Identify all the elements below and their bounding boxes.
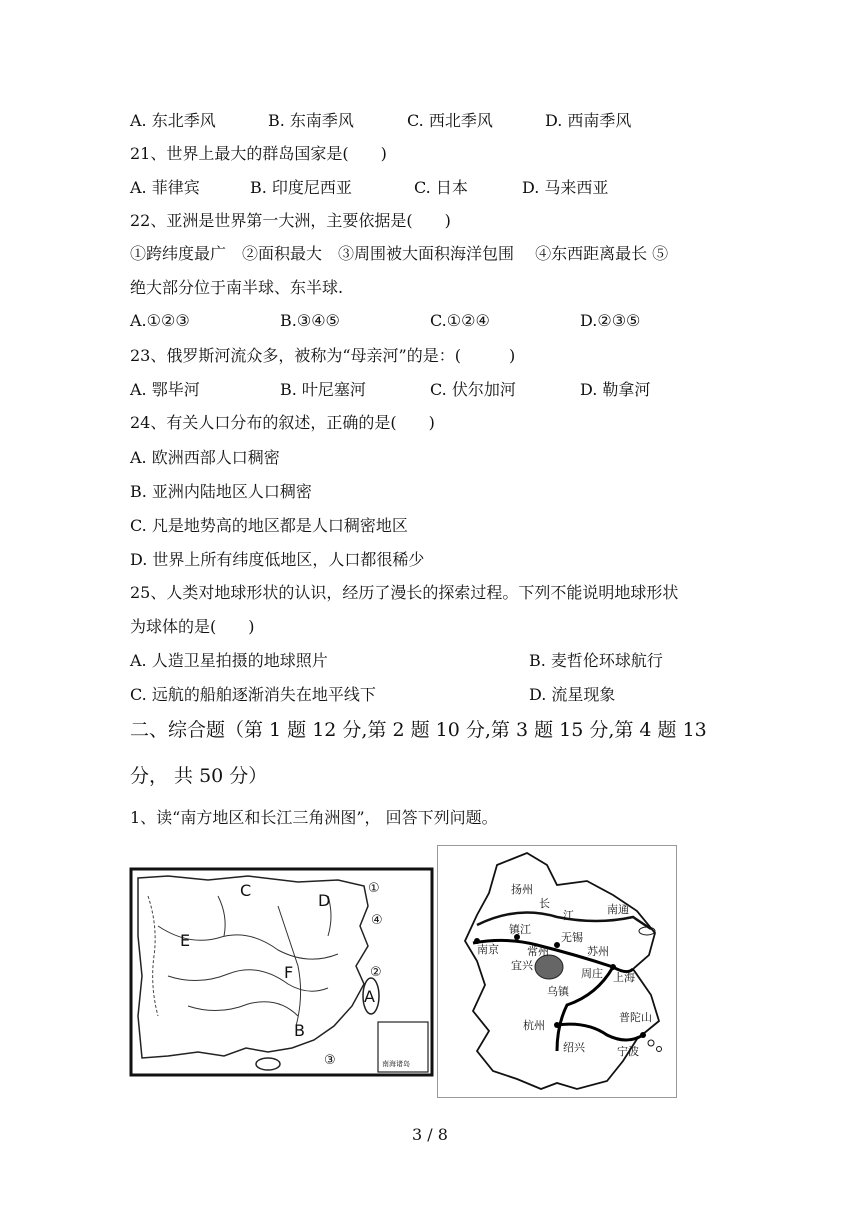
q23-option-b: B. 叶尼塞河 (280, 380, 366, 399)
q22-option-a: A.①②③ (130, 311, 190, 330)
q23-option-a: A. 鄂毕河 (130, 380, 200, 399)
q20-option-b: B. 东南季风 (268, 111, 354, 130)
q21-option-b: B. 印度尼西亚 (250, 178, 352, 197)
inset-label: 南海诸岛 (382, 1060, 410, 1068)
q22-option-b: B.③④⑤ (280, 311, 340, 330)
city-changzhou: 常州 (527, 945, 549, 958)
q22-statement-line1: ①跨纬度最广 ②面积最大 ③周围被大面积海洋包围 ④东西距离最长 ⑤ (130, 244, 669, 263)
q22-option-d: D.②③⑤ (580, 311, 641, 330)
q20-option-d: D. 西南季风 (545, 111, 632, 130)
map1-label-e: E (180, 931, 191, 950)
city-shanghai: 上海 (613, 971, 635, 984)
q25-stem-line1: 25、人类对地球形状的认识，经历了漫长的探索过程。下列不能说明地球形状 (130, 583, 679, 602)
q23-stem: 23、俄罗斯河流众多，被称为“母亲河”的是：( ) (130, 346, 516, 365)
q23-option-c: C. 伏尔加河 (430, 380, 516, 399)
q21-option-c: C. 日本 (414, 178, 468, 197)
city-yangzhou: 扬州 (511, 883, 533, 896)
river-char-chang: 长 (539, 897, 550, 910)
city-shaoxing: 绍兴 (563, 1041, 585, 1054)
river-char-jiang: 江 (563, 909, 574, 922)
section2-heading-line2: 分， 共 50 分） (130, 765, 268, 787)
q25-option-d: D. 流星现象 (529, 685, 616, 704)
q24-option-d: D. 世界上所有纬度低地区，人口都很稀少 (130, 550, 425, 569)
q25-option-a: A. 人造卫星拍摄的地球照片 (130, 651, 328, 670)
q21-option-d: D. 马来西亚 (522, 178, 609, 197)
map1-circle-2: ② (370, 965, 382, 980)
yangtze-delta-map (437, 845, 677, 1098)
map1-circle-3: ③ (324, 1053, 336, 1068)
section2-heading-line1: 二、综合题（第 1 题 12 分,第 2 题 10 分,第 3 题 15 分,第 4 题 13 (130, 719, 707, 741)
city-suzhou: 苏州 (587, 945, 609, 958)
q23-option-d: D. 勒拿河 (580, 380, 651, 399)
q25-option-c: C. 远航的船舶逐渐消失在地平线下 (130, 685, 376, 704)
city-wuxi: 无锡 (561, 931, 583, 944)
q21-option-a: A. 菲律宾 (130, 178, 200, 197)
q22-statement-line2: 绝大部分位于南半球、东半球. (130, 278, 344, 297)
city-wuzhen: 乌镇 (547, 985, 569, 998)
q25-stem-line2: 为球体的是( ) (130, 617, 255, 636)
southern-region-map (128, 866, 435, 1078)
q24-option-a: A. 欧洲西部人口稠密 (130, 448, 280, 467)
q20-option-c: C. 西北季风 (407, 111, 493, 130)
q25-option-b: B. 麦哲伦环球航行 (529, 651, 663, 670)
map1-circle-1: ① (368, 881, 380, 896)
map1-label-d: D (318, 891, 331, 910)
q22-stem: 22、亚洲是世界第一大洲，主要依据是( ) (130, 211, 451, 230)
city-zhenjiang: 镇江 (509, 923, 531, 936)
q20-option-a: A. 东北季风 (130, 111, 216, 130)
q21-stem: 21、世界上最大的群岛国家是( ) (130, 144, 387, 163)
q22-option-c: C.①②④ (430, 311, 490, 330)
page-number: 3 / 8 (412, 1125, 448, 1144)
map1-label-a: A (364, 987, 375, 1006)
city-zhouzhuang: 周庄 (581, 967, 603, 980)
q24-option-b: B. 亚洲内陆地区人口稠密 (130, 482, 312, 501)
city-nantong: 南通 (607, 903, 629, 916)
map1-label-c: C (240, 881, 252, 900)
map1-label-b: B (294, 1021, 305, 1040)
city-hangzhou: 杭州 (523, 1019, 545, 1032)
map1-circle-4: ④ (371, 913, 383, 928)
city-yixing: 宜兴 (511, 959, 533, 972)
city-ningbo: 宁波 (617, 1045, 639, 1058)
city-nanjing: 南京 (477, 943, 499, 956)
q24-stem: 24、有关人口分布的叙述，正确的是( ) (130, 413, 435, 432)
section2-q1-stem: 1、读“南方地区和长江三角洲图”， 回答下列问题。 (130, 808, 498, 827)
map1-label-f: F (284, 963, 294, 982)
q24-option-c: C. 凡是地势高的地区都是人口稠密地区 (130, 516, 408, 535)
city-putuoshan: 普陀山 (619, 1011, 652, 1024)
